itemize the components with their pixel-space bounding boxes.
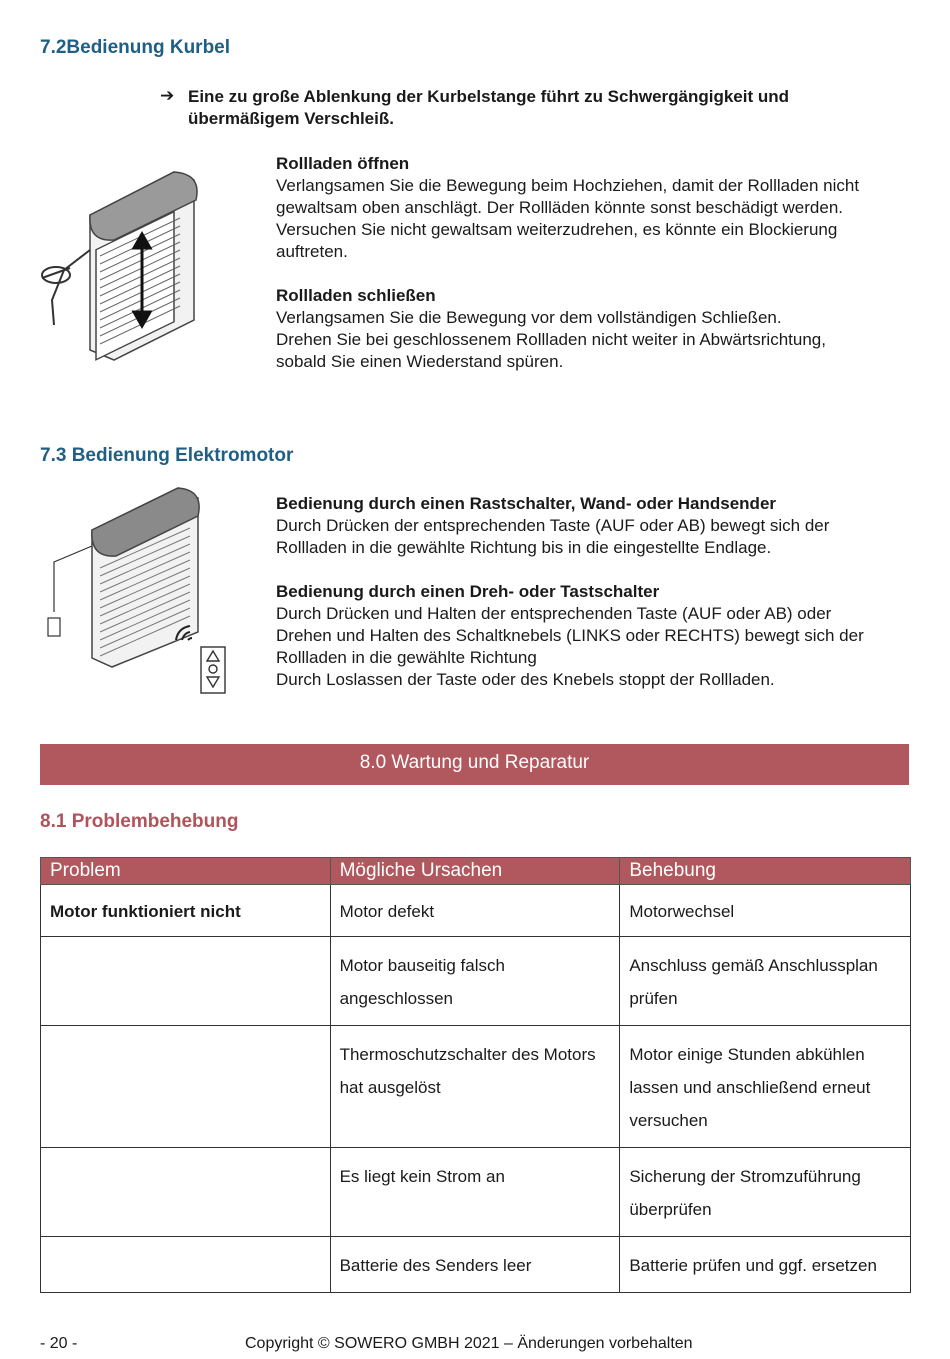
crank-shutter-illustration <box>34 160 204 365</box>
table-row <box>41 1148 911 1237</box>
toggle-line: Rollladen in die gewählte Richtung <box>276 648 537 667</box>
remedy-cell: Batterie prüfen und ggf. ersetzen <box>620 1237 911 1293</box>
toggle-instructions <box>276 581 864 691</box>
switch-line: Durch Drücken der entsprechenden Taste (AUF oder AB) bewegt sich der <box>276 516 830 535</box>
open-title: Rollladen öffnen <box>276 154 410 173</box>
section-7-2-heading: 7.2Bedienung Kurbel <box>40 37 231 58</box>
toggle-line: Drehen und Halten des Schaltknebels (LINKS oder RECHTS) bewegt sich der <box>276 626 864 645</box>
warning-note <box>188 86 789 130</box>
close-line: Verlangsamen Sie die Bewegung vor dem vollständigen Schließen. <box>276 308 782 327</box>
switch-line: Rollladen in die gewählte Richtung bis in die eingestellte Endlage. <box>276 538 772 557</box>
cause-cell: Motor bauseitig falsch angeschlossen <box>330 937 620 1026</box>
problem-cell <box>41 937 331 1026</box>
remedy-cell: Motor einige Stunden abkühlen lassen und anschließend erneut versuchen <box>620 1026 911 1148</box>
cause-cell: Es liegt kein Strom an <box>330 1148 620 1237</box>
remedy-cell: Anschluss gemäß Anschlussplan prüfen <box>620 937 911 1026</box>
section-8-0-banner: 8.0 Wartung und Reparatur <box>40 744 909 785</box>
open-line: Verlangsamen Sie die Bewegung beim Hochziehen, damit der Rollladen nicht <box>276 176 860 195</box>
table-row <box>41 1237 911 1293</box>
copyright-notice: Copyright © SOWERO GMBH 2021 – Änderungen vorbehalten <box>245 1335 693 1352</box>
remote-switch-icon <box>201 647 225 693</box>
toggle-line: Durch Drücken und Halten der entsprechenden Taste (AUF oder AB) oder <box>276 604 832 623</box>
section-8-1-heading: 8.1 Problembehebung <box>40 811 239 832</box>
cause-cell: Motor defekt <box>330 885 620 937</box>
column-header-problem: Problem <box>41 858 331 885</box>
cause-cell: Batterie des Senders leer <box>330 1237 620 1293</box>
warning-arrow-icon: ➔ <box>160 86 175 105</box>
remedy-cell: Sicherung der Stromzuführung überprüfen <box>620 1148 911 1237</box>
warning-line-2: übermäßigem Verschleiß. <box>188 109 394 128</box>
close-instructions <box>276 285 826 373</box>
problem-cell <box>41 1148 331 1237</box>
table-row <box>41 885 911 937</box>
problem-cell <box>41 1237 331 1293</box>
switch-instructions <box>276 493 829 559</box>
close-line: Drehen Sie bei geschlossenem Rollladen nicht weiter in Abwärtsrichtung, <box>276 330 826 349</box>
problem-cell: Motor funktioniert nicht <box>41 885 331 937</box>
table-header-row <box>41 858 911 885</box>
table-row <box>41 937 911 1026</box>
close-line: sobald Sie einen Wiederstand spüren. <box>276 352 564 371</box>
switch-title: Bedienung durch einen Rastschalter, Wand- oder Handsender <box>276 494 777 513</box>
toggle-line: Durch Loslassen der Taste oder des Knebels stoppt der Rollladen. <box>276 670 775 689</box>
problem-cell <box>41 1026 331 1148</box>
troubleshooting-table <box>40 857 911 1293</box>
page-number: - 20 - <box>40 1335 78 1352</box>
remedy-cell: Motorwechsel <box>620 885 911 937</box>
cause-cell: Thermoschutzschalter des Motors hat ausgelöst <box>330 1026 620 1148</box>
table-row <box>41 1026 911 1148</box>
open-line: gewaltsam oben anschlägt. Der Rollläden könnte sonst beschädigt werden. <box>276 198 844 217</box>
column-header-remedy: Behebung <box>620 858 911 885</box>
warning-line-1: Eine zu große Ablenkung der Kurbelstange führt zu Schwergängigkeit und <box>188 87 790 106</box>
section-7-3-heading: 7.3 Bedienung Elektromotor <box>40 445 294 466</box>
close-title: Rollladen schließen <box>276 286 436 305</box>
column-header-causes: Mögliche Ursachen <box>330 858 620 885</box>
open-instructions <box>276 153 859 263</box>
motor-shutter-illustration <box>40 482 240 697</box>
toggle-title: Bedienung durch einen Dreh- oder Tastschalter <box>276 582 660 601</box>
open-line: Versuchen Sie nicht gewaltsam weiterzudrehen, es könnte ein Blockierung <box>276 220 838 239</box>
open-line: auftreten. <box>276 242 348 261</box>
